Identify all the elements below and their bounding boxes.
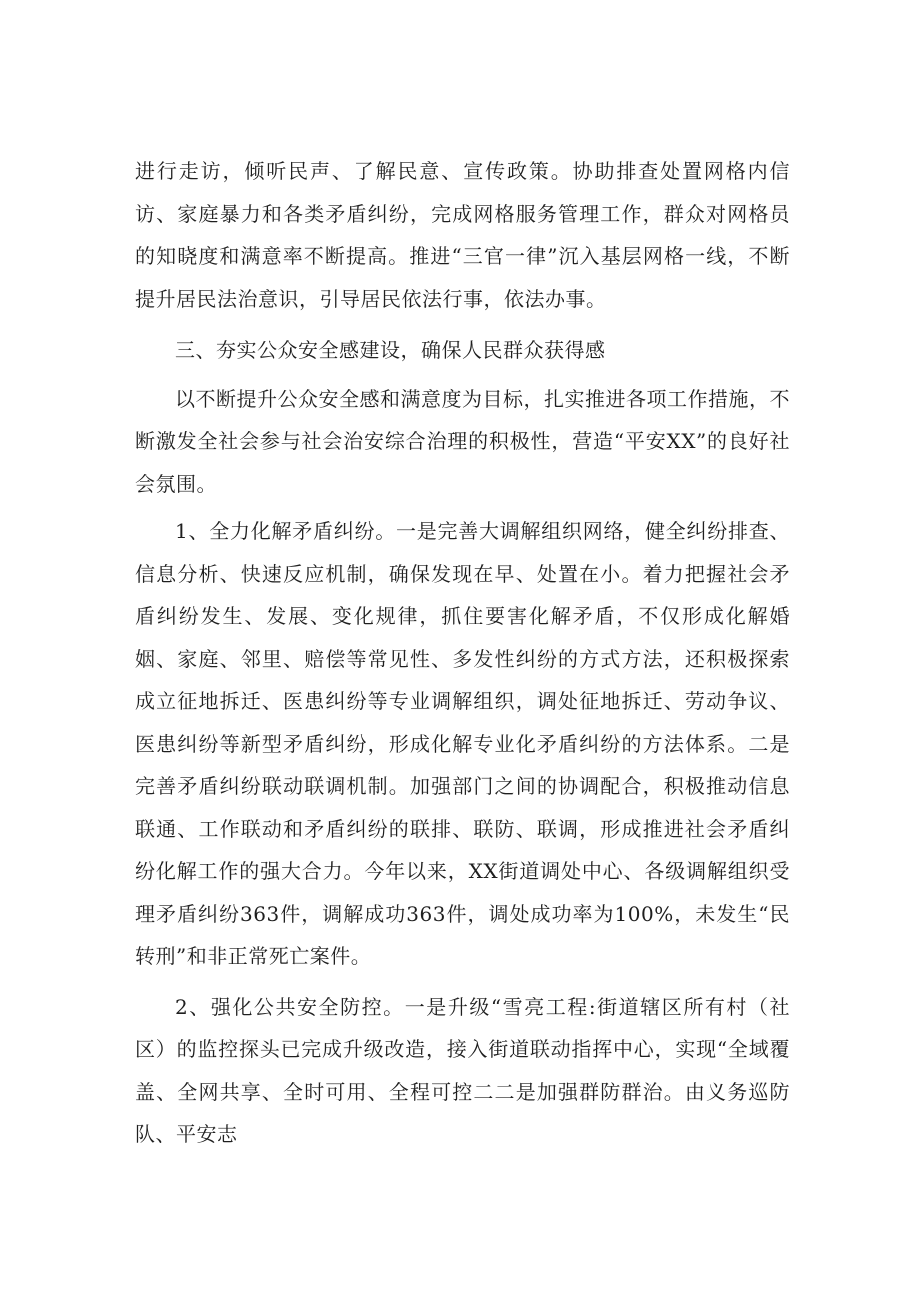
section-heading: 三、夯实公众安全感建设，确保人民群众获得感 (175, 338, 606, 362)
paragraph-item-2: 2、强化公共安全防控。一是升级“雪亮工程:街道辖区所有村（社区）的监控探头已完成升级改造，接入街道联动指挥中心，实现“全域覆盖、全网共享、全时可用、全程可控二二是加强群防群治。由义务巡防队、平安志 (135, 994, 790, 1146)
paragraph-intro: 以不断提升公众安全感和满意度为目标，扎实推进各项工作措施，不断激发全社会参与社会治安综合治理的积极性，营造“平安XX”的良好社会氛围。 (135, 386, 790, 496)
paragraph-item-1: 1、全力化解矛盾纠纷。一是完善大调解组织网络，健全纠纷排查、信息分析、快速反应机制，确保发现在早、处置在小。着力把握社会矛盾纠纷发生、发展、变化规律，抓住要害化解矛盾，不仅形成化解婚姻、家庭、邻里、赔偿等常见性、多发性纠纷的方式方法，还积极探索成立征地拆迁、医患纠纷等专业调解组织，调处征地拆迁、劳动争议、医患纠纷等新型矛盾纠纷，形成化解专业化矛盾纠纷的方法体系。二是完善矛盾纠纷联动联调机制。加强部门之间的协调配合，积极推动信息联通、工作联动和矛盾纠纷的联排、联防、联调，形成推进社会矛盾纠纷化解工作的强大合力。今年以来，XX街道调处中心、各级调解组织受理矛盾纠纷363件，调解成功363件，调处成功率为100%，未发生“民转刑”和非正常死亡案件。 (135, 519, 790, 968)
paragraph-continuation: 进行走访，倾听民声、了解民意、宣传政策。协助排查处置网格内信访、家庭暴力和各类矛盾纠纷，完成网格服务管理工作，群众对网格员的知晓度和满意率不断提高。推进“三官一律”沉入基层网格一线，不断提升居民法治意识，引导居民依法行事，依法办事。 (135, 159, 790, 311)
document-body (135, 150, 790, 1166)
